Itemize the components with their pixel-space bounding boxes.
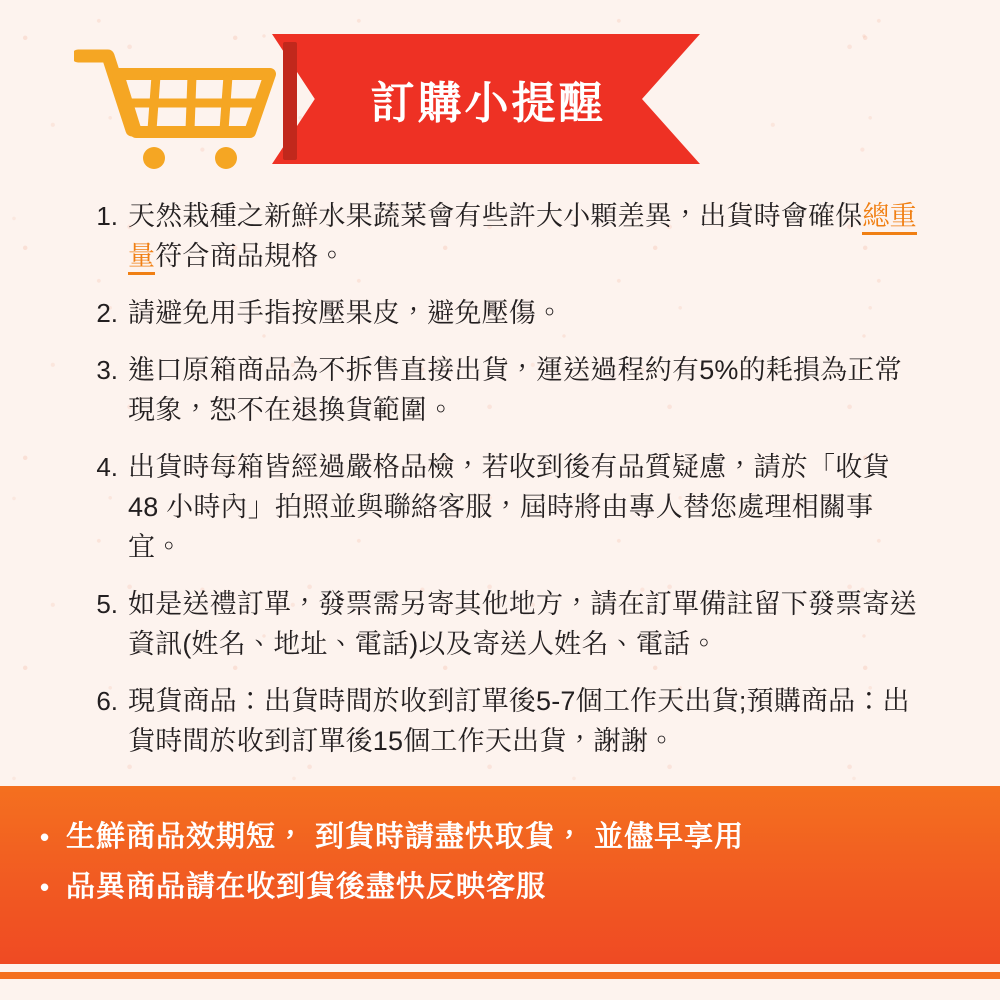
note-text-segment: 現貨商品：出貨時間於收到訂單後5-7個工作天出貨;預購商品：出貨時間於收到訂單後15個工作天出貨，謝謝。	[128, 686, 910, 756]
footer-list-item	[40, 862, 970, 912]
note-text-segment: 出貨時每箱皆經過嚴格品檢，若收到後有品質疑慮，請於「收貨 48 小時內」拍照並與聯絡客服，屆時將由專人替您處理相關事宜。	[128, 452, 890, 562]
footer-banner	[0, 786, 1000, 964]
list-item-number: 3.	[96, 355, 118, 385]
note-text-segment: 天然栽種之新鮮水果蔬菜會有些許大小顆差異，出貨時會確保	[128, 201, 863, 231]
list-item-number: 5.	[96, 589, 118, 619]
list-item-number: 4.	[96, 452, 118, 482]
list-item	[88, 196, 920, 276]
footer-divider	[0, 972, 1000, 979]
bullet-icon: •	[40, 872, 51, 902]
footer-item-text: 生鮮商品效期短， 到貨時請盡快取貨， 並儘早享用	[66, 821, 745, 853]
shopping-cart-icon	[74, 46, 284, 171]
footer-notice-list	[40, 812, 970, 912]
list-item	[88, 447, 920, 567]
list-item-number: 2.	[96, 298, 118, 328]
list-item-text	[128, 196, 920, 276]
list-item-text	[128, 293, 920, 333]
list-item	[88, 584, 920, 664]
note-text-segment: 進口原箱商品為不拆售直接出貨，運送過程約有5%的耗損為正常現象，恕不在退換貨範圍。	[128, 355, 902, 425]
list-item-number: 1.	[96, 201, 118, 231]
note-text-segment: 符合商品規格。	[155, 241, 346, 271]
note-highlight-segment: 總重量	[128, 201, 917, 275]
list-item	[88, 681, 920, 761]
list-item-text	[128, 447, 920, 567]
list-item-text	[128, 350, 920, 430]
list-item-number: 6.	[96, 686, 118, 716]
footer-list-item	[40, 812, 970, 862]
list-item-text	[128, 584, 920, 664]
page-title: 訂購小提醒	[370, 79, 606, 128]
header-banner	[0, 0, 1000, 185]
list-item-text	[128, 681, 920, 761]
list-item	[88, 293, 920, 333]
footer-item-text: 品異商品請在收到貨後盡快反映客服	[66, 871, 547, 903]
note-text-segment: 如是送禮訂單，發票需另寄其他地方，請在訂單備註留下發票寄送資訊(姓名、地址、電話)以及寄送人姓名、電話。	[128, 589, 917, 659]
list-item	[88, 350, 920, 430]
bullet-icon: •	[40, 822, 51, 852]
note-text-segment: 請避免用手指按壓果皮，避免壓傷。	[128, 298, 564, 328]
order-notes-list	[88, 196, 920, 778]
